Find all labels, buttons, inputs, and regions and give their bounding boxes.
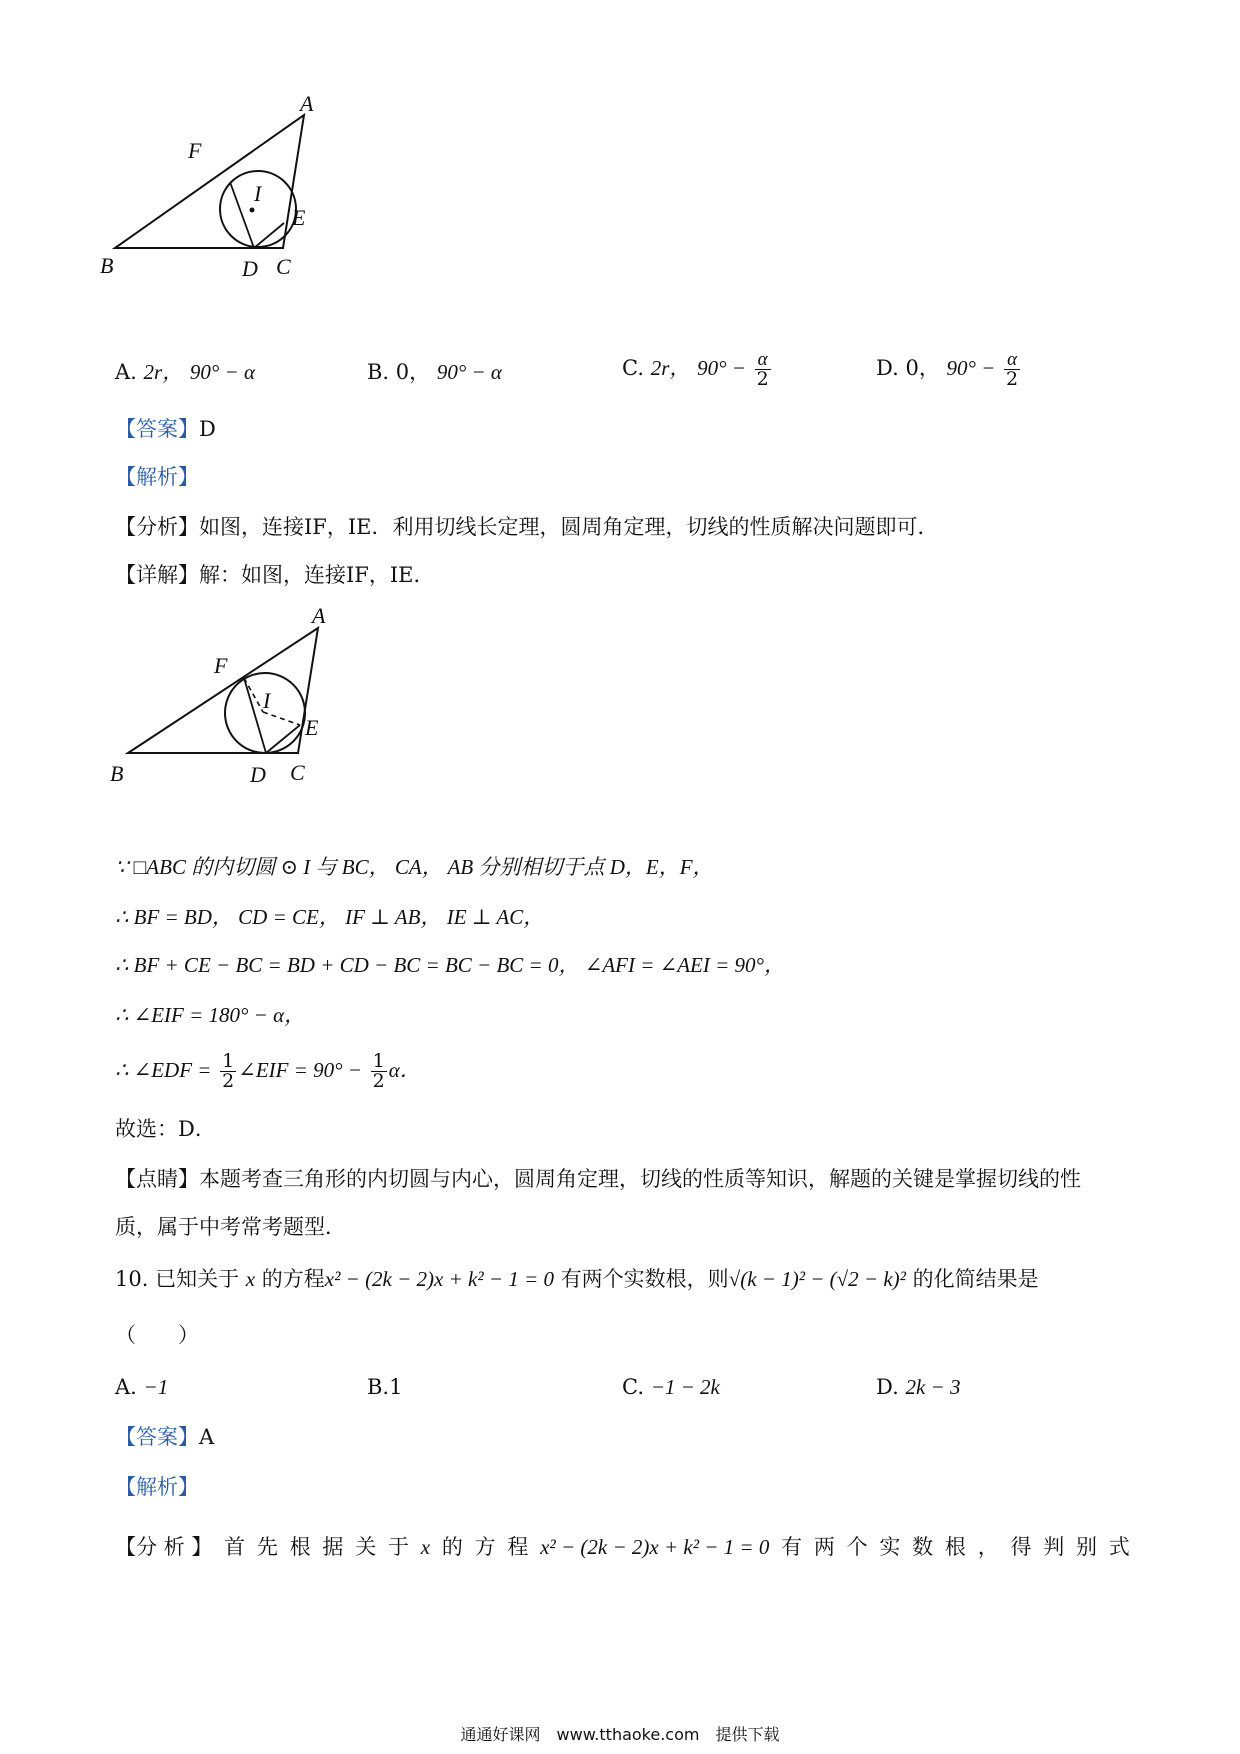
footer-watermark: 通通好课网 www.tthaoke.com 提供下载 [460, 1725, 780, 1744]
q10-fenxi: 【分 析 】 首 先 根 据 关 于 x 的 方 程 x² − (2k − 2)x + k² − 1 = 0 有 两 个 实 数 根 ， 得 判 别 式 [115, 1535, 1130, 1559]
label-C: C [276, 254, 291, 279]
triangle-abc [115, 115, 304, 248]
q9-answer: 【答案】D [115, 417, 216, 441]
label-I: I [254, 181, 262, 206]
label-A: A [300, 95, 314, 116]
q10-option-c: C. −1 − 2k [622, 1375, 720, 1399]
q9-step2: ∴ BF = BD， CD = CE， IF ⊥ AB， IE ⊥ AC， [115, 905, 545, 929]
label-D: D [242, 256, 258, 281]
figure-incircle-2 [100, 600, 350, 790]
label-B: B [100, 253, 114, 278]
q10-paren: （ ） [115, 1323, 199, 1347]
label-D-2: D [250, 762, 266, 787]
q9-analysis-tag: 【解析】 [115, 465, 199, 489]
q9-dianjing-2: 质，属于中考常考题型． [115, 1215, 346, 1239]
q9-step4: ∴ ∠EIF = 180° − α， [115, 1003, 306, 1027]
q9-choose: 故选：D． [115, 1117, 216, 1141]
center-point [250, 208, 255, 213]
q9-fenxi: 【分析】如图，连接IF，IE．利用切线长定理，圆周角定理，切线的性质解决问题即可． [115, 515, 939, 539]
label-E-2: E [305, 715, 319, 740]
option-a: A. 2r， 90° − α [115, 360, 255, 384]
option-d: D. 0， 90° − $\frac{\alpha}{2}$ [876, 349, 1019, 390]
q10-analysis-tag: 【解析】 [115, 1475, 199, 1499]
label-I-2: I [263, 688, 271, 713]
q9-dianjing-1: 【点睛】本题考查三角形的内切圆与内心，圆周角定理，切线的性质等知识，解题的关键是掌握切线的性 [115, 1167, 1081, 1191]
option-b: B. 0， 90° − α [367, 360, 502, 384]
label-C-2: C [290, 760, 305, 785]
q9-step1: ∵ □ABC 的内切圆 ⊙ I 与 BC， CA， AB 分别相切于点 D，E，F， [115, 855, 714, 879]
label-B-2: B [110, 761, 124, 786]
q10-option-d: D. 2k − 3 [876, 1375, 961, 1399]
segment-de [254, 223, 284, 248]
q9-step3: ∴ BF + CE − BC = BD + CD − BC = BC − BC = 0， ∠AFI = ∠AEI = 90°， [115, 953, 785, 977]
label-A-2: A [312, 603, 326, 628]
label-F: F [188, 138, 202, 163]
label-F-2: F [214, 653, 228, 678]
q10-stem: 10. 已知关于 x 的方程x² − (2k − 2)x + k² − 1 = 0 有两个实数根，则√(k − 1)² − (√2 − k)² 的化简结果是 [115, 1267, 1039, 1291]
label-E: E [292, 205, 306, 230]
segment-ie [263, 712, 300, 725]
figure-incircle-1 [100, 95, 340, 285]
segment-if [244, 678, 263, 712]
q9-step5: ∴ ∠EDF = $\frac{1}{2}$ ∠EIF = 90° − $\frac{1}{2}$ α． [115, 1050, 421, 1092]
q9-xiangjie: 【详解】解：如图，连接IF，IE． [115, 563, 435, 587]
q10-answer: 【答案】A [115, 1425, 215, 1449]
option-c: C. 2r， 90° − $\frac{\alpha}{2}$ [622, 349, 769, 390]
q10-option-b: B.1 [367, 1375, 403, 1399]
q10-option-a: A. −1 [115, 1375, 169, 1399]
